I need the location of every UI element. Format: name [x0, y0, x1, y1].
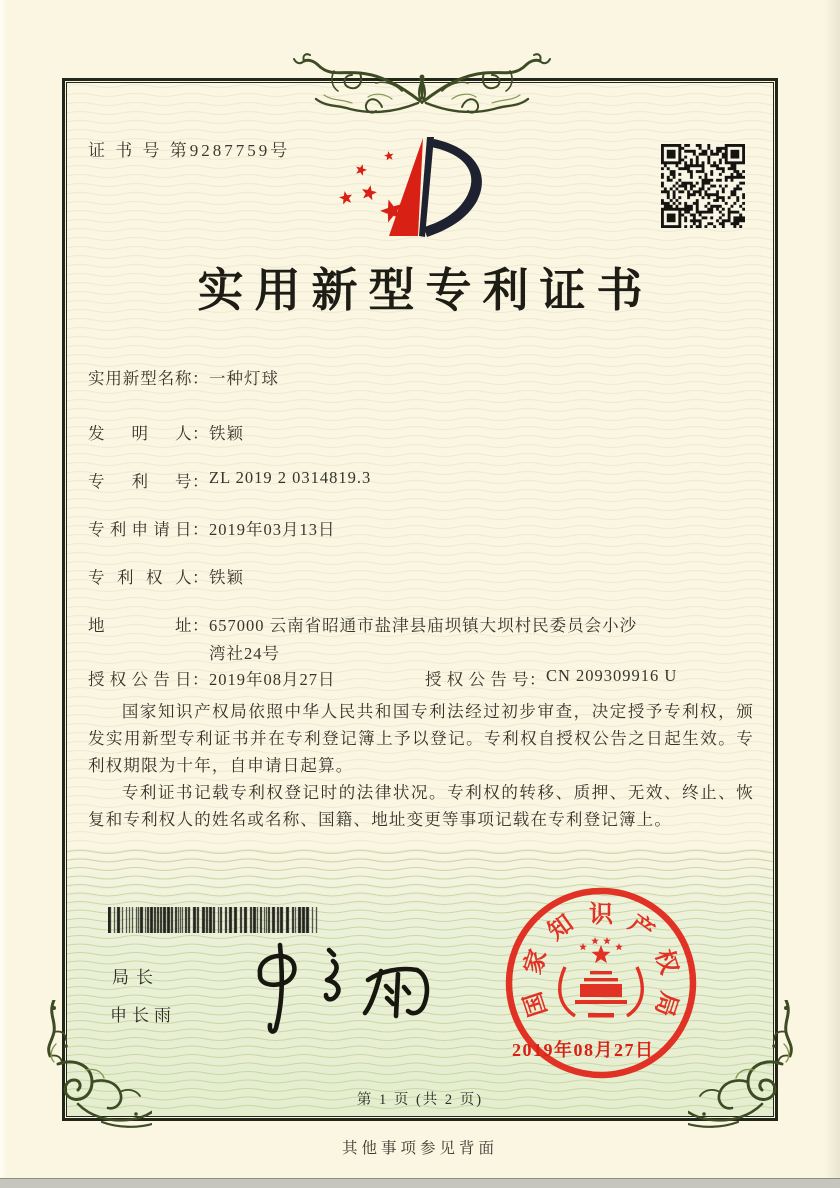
field-label: 授权公告日: [88, 670, 192, 689]
field-value: 2019年03月13日: [209, 520, 336, 539]
page-number: 第 1 页 (共 2 页): [356, 1092, 484, 1108]
svg-text:家: 家: [520, 946, 553, 978]
legal-paragraph-1: 国家知识产权局依照中华人民共和国专利法经过初步审查，决定授予专利权，颁发实用新型专利证书并在专利登记簿上予以登记。专利权自授权公告之日起生效。专利权期限为十年，自申请日起算。: [88, 702, 754, 775]
handwritten-signature-icon: [230, 928, 480, 1043]
legal-text: [88, 698, 754, 833]
field-row-patentee: 专利权人：铁颖: [88, 564, 244, 588]
field-value: CN 209309916 U: [546, 666, 678, 685]
svg-text:产: 产: [623, 910, 659, 946]
address-line-2: 湾社24号: [209, 644, 280, 663]
field-value: 2019年08月27日: [209, 670, 336, 689]
svg-text:识: 识: [589, 902, 613, 928]
legal-paragraph-2: 专利证书记载专利权登记时的法律状况。专利权的转移、质押、无效、终止、恢复和专利权人的姓名或名称、国籍、地址变更等事项记载在专利登记簿上。: [88, 783, 754, 829]
scan-edge-bottom: [0, 1178, 840, 1188]
svg-text:国: 国: [520, 988, 553, 1020]
field-label: 地址: [88, 616, 192, 635]
svg-text:权: 权: [649, 946, 682, 978]
field-row-inventor: 发明人：铁颖: [88, 420, 244, 444]
certificate-number: 证 书 号 第9287759号: [88, 141, 291, 160]
field-value: 铁颖: [209, 568, 244, 587]
qr-code: [661, 144, 745, 228]
cnipa-logo: [298, 124, 548, 248]
seal-date: 2019年08月27日: [512, 1040, 655, 1060]
field-label: 实用新型名称: [88, 369, 192, 388]
field-value: 铁颖: [209, 424, 244, 443]
address-line-1: 657000 云南省昭通市盐津县庙坝镇大坝村民委员会小沙: [209, 616, 638, 635]
field-value: [209, 612, 757, 668]
field-row-grant: 授权公告日：2019年08月27日 授权公告号：CN 209309916 U: [88, 666, 678, 689]
scan-edge-right: [824, 0, 840, 1188]
field-label: 发明人: [88, 424, 192, 443]
field-value: ZL 2019 2 0314819.3: [209, 468, 372, 487]
field-label: 专利号: [88, 472, 192, 491]
field-row-utility-model-name: 实用新型名称：一种灯球: [88, 365, 279, 389]
field-row-filing-date: 专利申请日：2019年03月13日: [88, 516, 336, 540]
scan-edge-left: [0, 0, 8, 1188]
director-name: 申长雨: [110, 1006, 176, 1025]
field-label: 专利申请日: [88, 520, 192, 539]
field-row-patent-number: 专利号：ZL 2019 2 0314819.3: [88, 468, 372, 491]
svg-text:局: 局: [649, 988, 682, 1020]
field-value: 一种灯球: [209, 369, 279, 388]
field-label: 授权公告号: [425, 670, 529, 689]
certificate-title: 实用新型专利证书: [197, 265, 654, 316]
cnipa-logo-icon: [298, 124, 548, 248]
svg-text:知: 知: [543, 910, 579, 946]
field-row-address: 地址：657000 云南省昭通市盐津县庙坝镇大坝村民委员会小沙 湾社24号: [88, 612, 757, 668]
field-label: 专利权人: [88, 568, 192, 587]
director-title: 局长: [112, 968, 160, 987]
back-side-note: 其他事项参见背面: [341, 1140, 498, 1157]
